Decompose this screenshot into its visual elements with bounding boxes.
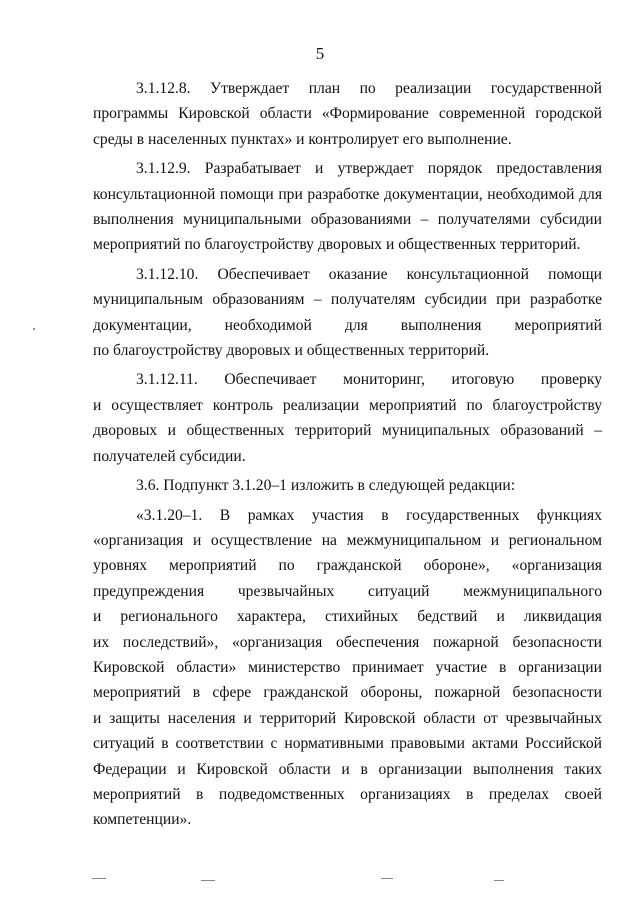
text-line: получателей субсидии.	[93, 447, 246, 465]
text-line: 3.6. Подпункт 3.1.20–1 изложить в следующей редакции:	[136, 477, 516, 495]
text-line: муниципальным образованиям – получателям субсидии при разработке	[93, 291, 602, 309]
text-line: документации, необходимой для выполнения мероприятий	[93, 316, 602, 334]
scan-speck	[33, 328, 35, 330]
text-line: Федерации и Кировской области и в организации выполнения таких	[93, 760, 602, 778]
paragraph-3-1-12-11	[93, 367, 602, 469]
paragraph-3-1-12-9	[93, 156, 602, 258]
text-line: 3.1.12.10. Обеспечивает оказание консультационной помощи	[136, 265, 602, 283]
text-line: мероприятий в подведомственных организациях в пределах своей	[93, 785, 602, 803]
text-line: 3.1.12.9. Разрабатывает и утверждает порядок предоставления	[136, 160, 602, 178]
text-line: мероприятий по благоустройству дворовых и общественных территорий.	[93, 236, 581, 254]
text-line: и защиты населения и территорий Кировской области от чрезвычайных	[93, 709, 602, 727]
text-line: мероприятий в сфере гражданской обороны, пожарной безопасности	[93, 684, 602, 702]
text-line: «3.1.20–1. В рамках участия в государственных функциях	[136, 506, 602, 524]
text-line: по благоустройству дворовых и общественных территорий.	[93, 342, 490, 360]
scan-mark	[92, 878, 106, 879]
text-line: дворовых и общественных территорий муниципальных образований –	[93, 422, 602, 440]
paragraph-3-6	[93, 473, 602, 498]
text-line: консультационной помощи при разработке документации, необходимой для	[93, 185, 602, 203]
text-line: ситуаций в соответствии с нормативными правовыми актами Российской	[93, 735, 602, 753]
text-line: и регионального характера, стихийных бедствий и ликвидация	[93, 608, 602, 626]
scan-mark	[201, 880, 215, 881]
text-line: и осуществляет контроль реализации мероприятий по благоустройству	[93, 396, 602, 414]
text-line: их последствий», «организация обеспечения пожарной безопасности	[93, 633, 602, 651]
text-line: уровнях мероприятий по гражданской обороне», «организация	[93, 557, 602, 575]
text-line: среды в населенных пунктах» и контролирует его выполнение.	[93, 130, 512, 148]
text-line: программы Кировской области «Формирование современной городской	[93, 105, 602, 123]
scan-mark	[381, 878, 393, 879]
text-line: компетенции».	[93, 811, 192, 829]
text-line: Кировской области» министерство принимает участие в организации	[93, 658, 602, 676]
document-body	[93, 76, 602, 837]
paragraph-3-1-20-1	[93, 503, 602, 833]
paragraph-3-1-12-10	[93, 262, 602, 364]
text-line: 3.1.12.8. Утверждает план по реализации государственной	[136, 80, 602, 97]
text-line: выполнения муниципальными образованиями – получателями субсидии	[93, 211, 602, 229]
page-number: 5	[315, 44, 325, 63]
scan-mark	[494, 880, 504, 881]
paragraph-3-1-12-8	[93, 76, 602, 152]
text-line: «организация и осуществление на межмуниципальном и региональном	[93, 531, 602, 549]
text-line: предупреждения чрезвычайных ситуаций межмуниципального	[93, 582, 602, 600]
text-line: 3.1.12.11. Обеспечивает мониторинг, итоговую проверку	[136, 371, 602, 389]
